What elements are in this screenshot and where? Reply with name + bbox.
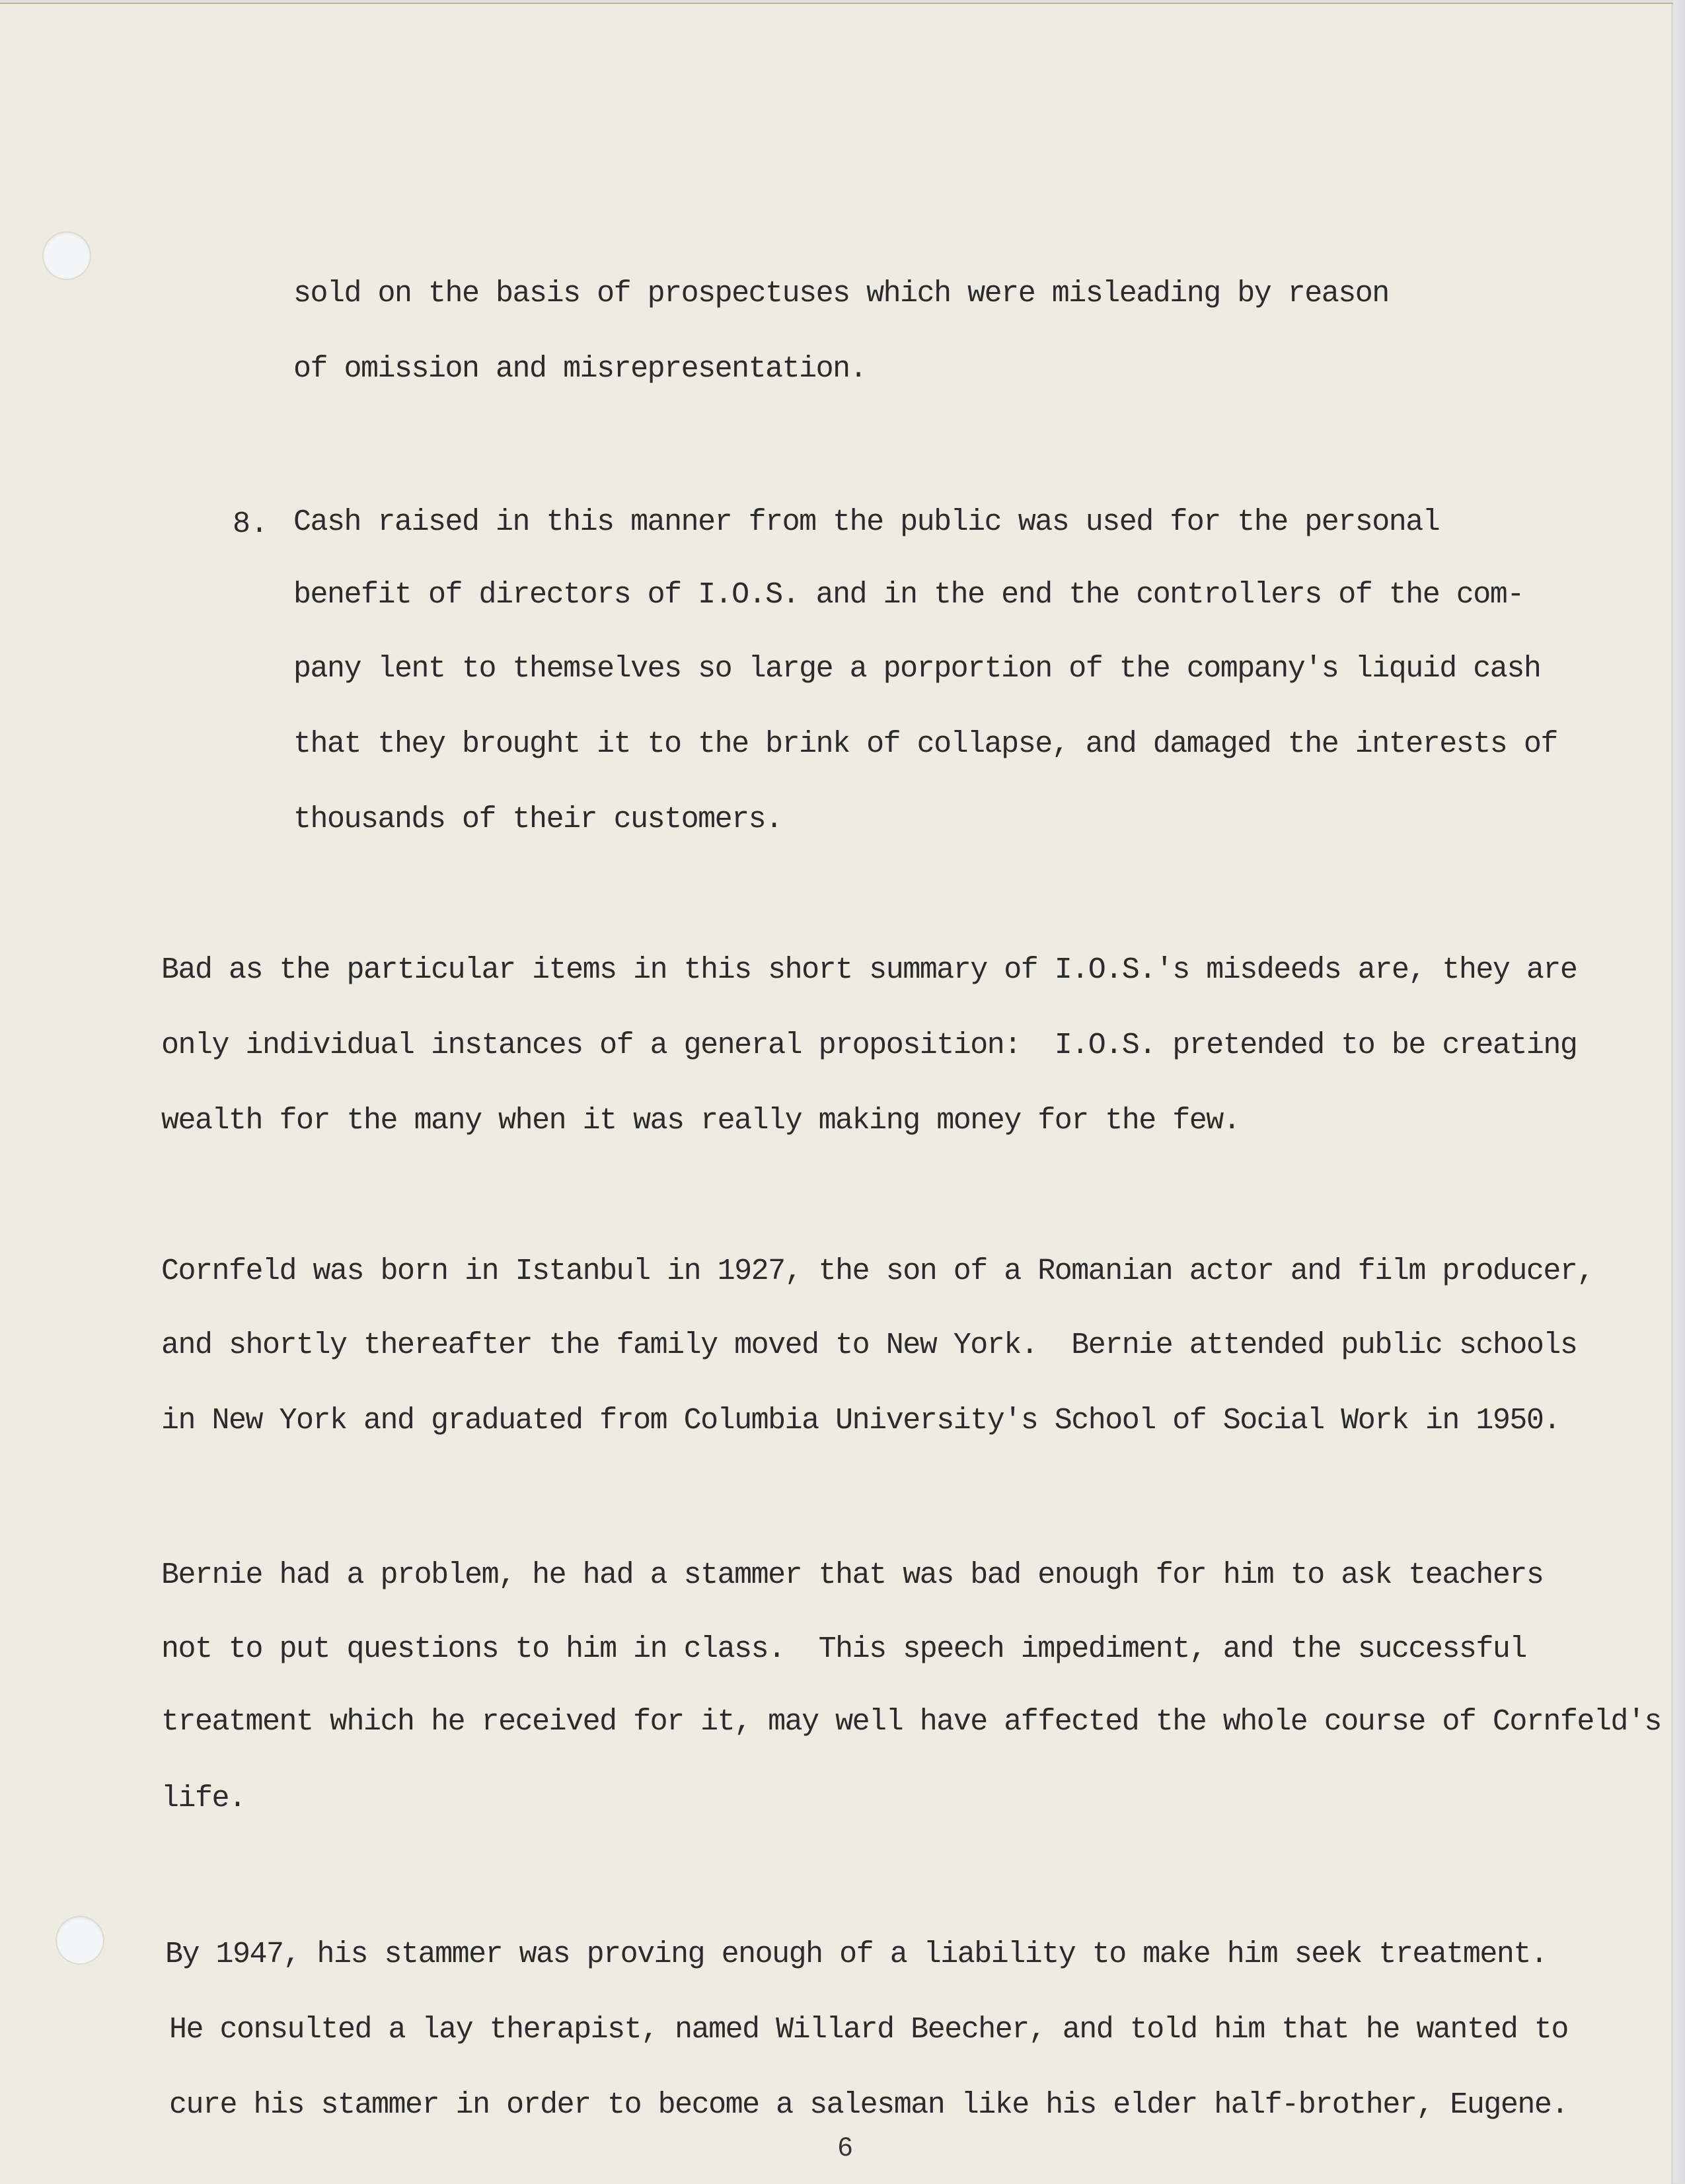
text-line: cure his stammer in order to become a salesman like his elder half-brother, Eugene. <box>169 2088 1568 2122</box>
text-line: He consulted a lay therapist, named Willard Beecher, and told him that he wanted to <box>169 2013 1568 2047</box>
text-line: and shortly thereafter the family moved to New York. Bernie attended public schools <box>161 1329 1577 1362</box>
punch-hole-icon <box>44 233 90 279</box>
text-line: Cornfeld was born in Istanbul in 1927, the son of a Romanian actor and film producer, <box>161 1255 1594 1288</box>
text-line: only individual instances of a general proposition: I.O.S. pretended to be creating <box>161 1029 1577 1062</box>
document-page <box>0 3 1673 2184</box>
text-line: By 1947, his stammer was proving enough of a liability to make him seek treatment. <box>165 1938 1548 1971</box>
text-line: sold on the basis of prospectuses which were misleading by reason <box>293 277 1389 310</box>
text-line: Bad as the particular items in this short summary of I.O.S.'s misdeeds are, they are <box>161 953 1577 987</box>
list-number: 8. <box>233 507 269 541</box>
punch-hole-icon <box>57 1917 103 1963</box>
text-line: Cash raised in this manner from the public was used for the personal <box>293 505 1440 539</box>
text-line: not to put questions to him in class. This speech impediment, and the successful <box>161 1632 1526 1666</box>
text-line: that they brought it to the brink of collapse, and damaged the interests of <box>293 727 1557 761</box>
text-line: treatment which he received for it, may well have affected the whole course of Cornfeld's <box>161 1705 1661 1739</box>
text-line: thousands of their customers. <box>293 803 782 836</box>
text-line: pany lent to themselves so large a porportion of the company's liquid cash <box>293 652 1541 686</box>
page-edge <box>1673 0 1685 2183</box>
text-line: benefit of directors of I.O.S. and in the end the controllers of the com- <box>293 578 1524 612</box>
page-number: 6 <box>838 2132 853 2162</box>
text-line: in New York and graduated from Columbia University's School of Social Work in 1950. <box>161 1404 1560 1438</box>
text-line: of omission and misrepresentation. <box>293 352 867 386</box>
text-line: life. <box>161 1782 246 1815</box>
text-line: wealth for the many when it was really making money for the few. <box>161 1104 1240 1138</box>
text-line: Bernie had a problem, he had a stammer that was bad enough for him to ask teachers <box>161 1558 1544 1592</box>
